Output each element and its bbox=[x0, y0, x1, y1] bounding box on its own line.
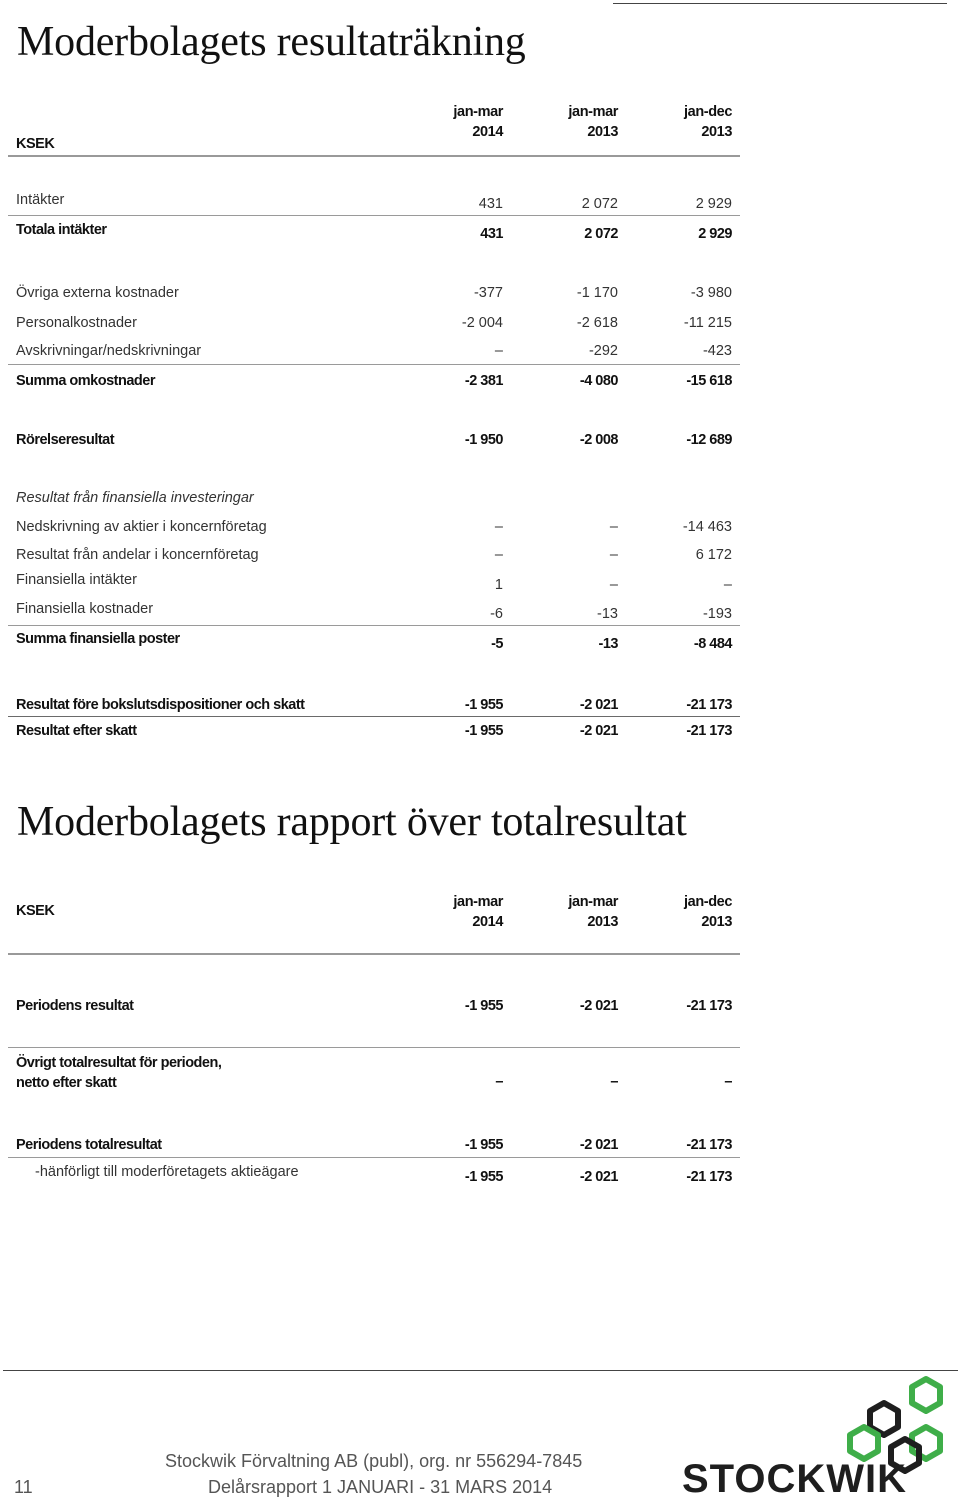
row-label bbox=[16, 1053, 221, 1093]
row-value: -3 980 bbox=[690, 285, 732, 301]
row-value: -12 689 bbox=[686, 432, 732, 448]
unit-label: KSEK bbox=[16, 136, 55, 152]
row-value: -2 008 bbox=[579, 432, 618, 448]
row-value: -2 381 bbox=[464, 373, 503, 389]
table-row bbox=[0, 315, 960, 337]
page-number: 11 bbox=[14, 1477, 33, 1497]
row-rule bbox=[8, 1157, 740, 1158]
row-value: -1 950 bbox=[464, 432, 503, 448]
row-value: – bbox=[723, 577, 732, 593]
row-value: -6 bbox=[490, 606, 503, 622]
row-value: -1 955 bbox=[464, 1137, 503, 1153]
row-value: -4 080 bbox=[579, 373, 618, 389]
row-value: 431 bbox=[478, 196, 503, 212]
row-label: Totala intäkter bbox=[16, 222, 107, 238]
table-row bbox=[0, 601, 960, 623]
row-value: -2 021 bbox=[579, 998, 618, 1014]
column-period: jan-mar bbox=[453, 104, 503, 120]
table-row bbox=[0, 432, 960, 454]
row-value: – bbox=[494, 519, 503, 535]
column-period: jan-mar bbox=[568, 104, 618, 120]
table-row bbox=[0, 373, 960, 395]
table-row bbox=[0, 222, 960, 244]
table-row bbox=[0, 998, 960, 1020]
row-value: -21 173 bbox=[686, 998, 732, 1014]
table-row bbox=[0, 1164, 960, 1186]
row-rule bbox=[8, 716, 740, 717]
row-label: Finansiella kostnader bbox=[16, 601, 154, 617]
column-period: jan-mar bbox=[568, 894, 618, 910]
column-period: jan-dec bbox=[684, 104, 732, 120]
table-row bbox=[0, 631, 960, 653]
column-header-2 bbox=[508, 892, 618, 932]
row-value: 6 172 bbox=[695, 547, 732, 563]
column-header-1 bbox=[393, 102, 503, 142]
footer-rule bbox=[3, 1370, 958, 1371]
row-value: -377 bbox=[473, 285, 503, 301]
table-row bbox=[0, 285, 960, 307]
row-value: -2 021 bbox=[579, 723, 618, 739]
column-period: jan-mar bbox=[453, 894, 503, 910]
row-label: Summa omkostnader bbox=[16, 373, 155, 389]
row-value: -1 955 bbox=[464, 697, 503, 713]
column-year: 2014 bbox=[472, 124, 503, 140]
page-title: Moderbolagets resultaträkning bbox=[17, 19, 526, 65]
row-value: 2 929 bbox=[698, 226, 732, 242]
row-value: -21 173 bbox=[686, 1137, 732, 1153]
top-border bbox=[613, 3, 947, 4]
row-value: -2 021 bbox=[579, 1137, 618, 1153]
row-value: -13 bbox=[598, 636, 618, 652]
row-value: 431 bbox=[480, 226, 503, 242]
row-value: -21 173 bbox=[686, 697, 732, 713]
column-header-2 bbox=[508, 102, 618, 142]
row-value: – bbox=[609, 547, 618, 563]
stockwik-logo bbox=[676, 1375, 954, 1501]
table-row bbox=[0, 723, 960, 745]
row-label: Intäkter bbox=[16, 192, 65, 208]
row-value: 1 bbox=[494, 577, 503, 593]
row-label-line: netto efter skatt bbox=[16, 1075, 117, 1091]
row-rule bbox=[8, 625, 740, 626]
row-label: Personalkostnader bbox=[16, 315, 137, 331]
column-year: 2013 bbox=[701, 914, 732, 930]
header-rule bbox=[8, 953, 740, 955]
row-value: 2 929 bbox=[695, 196, 732, 212]
column-header-3 bbox=[622, 102, 732, 142]
row-label: -hänförligt till moderföretagets aktieägare bbox=[35, 1164, 299, 1180]
row-value: 2 072 bbox=[584, 226, 618, 242]
row-label: Periodens totalresultat bbox=[16, 1137, 162, 1153]
row-value: – bbox=[609, 519, 618, 535]
header-rule bbox=[8, 155, 740, 157]
row-value: -1 955 bbox=[464, 998, 503, 1014]
row-label: Övriga externa kostnader bbox=[16, 285, 179, 301]
table-row bbox=[0, 192, 960, 214]
row-value: -292 bbox=[588, 343, 618, 359]
table-row bbox=[0, 547, 960, 569]
row-rule bbox=[8, 1047, 740, 1048]
row-label: Periodens resultat bbox=[16, 998, 134, 1014]
row-value: -11 215 bbox=[683, 315, 732, 331]
row-value: -2 618 bbox=[576, 315, 618, 331]
row-value: 2 072 bbox=[581, 196, 618, 212]
row-value: -2 021 bbox=[579, 1169, 618, 1185]
column-year: 2013 bbox=[587, 914, 618, 930]
row-value: -8 484 bbox=[693, 636, 732, 652]
row-label-line: Övrigt totalresultat för perioden, bbox=[16, 1055, 222, 1071]
row-value: – bbox=[495, 1074, 503, 1090]
row-value: -1 955 bbox=[464, 1169, 503, 1185]
row-label: Avskrivningar/nedskrivningar bbox=[16, 343, 202, 359]
column-header-3 bbox=[622, 892, 732, 932]
table-row bbox=[0, 1137, 960, 1159]
row-value: -1 170 bbox=[576, 285, 618, 301]
unit-label: KSEK bbox=[16, 903, 55, 919]
column-year: 2014 bbox=[472, 914, 503, 930]
row-value: – bbox=[609, 577, 618, 593]
section-label: Resultat från finansiella investeringar bbox=[16, 490, 254, 506]
footer-report: Delårsrapport 1 JANUARI - 31 MARS 2014 bbox=[208, 1477, 553, 1497]
row-value: -21 173 bbox=[686, 1169, 732, 1185]
row-label: Summa finansiella poster bbox=[16, 631, 180, 647]
row-label: Resultat från andelar i koncernföretag bbox=[16, 547, 259, 563]
row-value: -1 955 bbox=[464, 723, 503, 739]
table-row bbox=[0, 490, 960, 512]
row-value: -15 618 bbox=[686, 373, 732, 389]
row-value: -2 004 bbox=[461, 315, 503, 331]
column-year: 2013 bbox=[701, 124, 732, 140]
row-value: -21 173 bbox=[686, 723, 732, 739]
row-value: -5 bbox=[491, 636, 503, 652]
row-value: -13 bbox=[597, 606, 618, 622]
row-value: – bbox=[724, 1074, 732, 1090]
table-row bbox=[0, 1053, 960, 1097]
section-title: Moderbolagets rapport över totalresultat bbox=[17, 799, 687, 845]
row-value: -14 463 bbox=[682, 519, 732, 535]
row-label: Resultat efter skatt bbox=[16, 723, 137, 739]
column-year: 2013 bbox=[587, 124, 618, 140]
column-period: jan-dec bbox=[684, 894, 732, 910]
column-header-1 bbox=[393, 892, 503, 932]
row-label: Nedskrivning av aktier i koncernföretag bbox=[16, 519, 267, 535]
table-row bbox=[0, 343, 960, 365]
table-row bbox=[0, 572, 960, 594]
logo-text: STOCKWIK bbox=[682, 1457, 908, 1501]
row-value: – bbox=[494, 547, 503, 563]
footer-company: Stockwik Förvaltning AB (publ), org. nr 556294-7845 bbox=[165, 1451, 583, 1471]
row-value: -2 021 bbox=[579, 697, 618, 713]
row-label: Finansiella intäkter bbox=[16, 572, 137, 588]
row-value: – bbox=[610, 1074, 618, 1090]
row-label: Rörelseresultat bbox=[16, 432, 115, 448]
row-rule bbox=[8, 364, 740, 365]
row-label: Resultat före bokslutsdispositioner och skatt bbox=[16, 697, 305, 713]
row-value: – bbox=[494, 343, 503, 359]
row-value: -193 bbox=[702, 606, 732, 622]
row-rule bbox=[8, 215, 740, 216]
row-value: -423 bbox=[702, 343, 732, 359]
table-row bbox=[0, 519, 960, 541]
